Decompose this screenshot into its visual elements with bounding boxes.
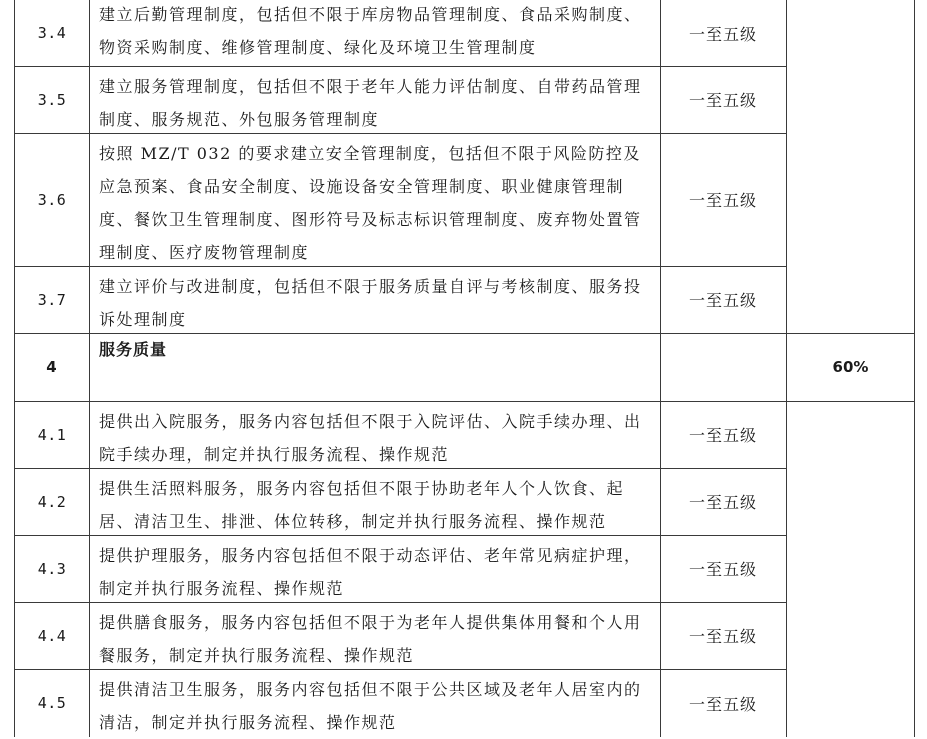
- item-number: 4.5: [37, 694, 67, 712]
- grid-line: [14, 535, 786, 536]
- grid-line: [14, 602, 786, 603]
- item-level: 一至五级: [688, 694, 757, 714]
- section-number: 4: [46, 358, 58, 376]
- table-row: [0, 133, 927, 266]
- item-level: 一至五级: [688, 91, 757, 110]
- grid-line: [14, 669, 786, 670]
- item-number: 3.6: [37, 190, 67, 209]
- grid-line: [89, 0, 90, 737]
- item-description: 提供出入院服务，服务内容包括但不限于入院评估、入院手续办理、出院手续办理，制定并执行服务流程、操作规范: [99, 412, 642, 464]
- item-description: 提供护理服务，服务内容包括但不限于动态评估、老年常见病症护理，制定并执行服务流程、操作规范: [99, 546, 642, 598]
- table-row: [0, 266, 927, 333]
- merged-cell-mask: [661, 334, 786, 401]
- grid-line: [14, 133, 786, 134]
- table-row: [0, 468, 927, 535]
- grid-line: [14, 401, 915, 402]
- section-row: [0, 333, 927, 401]
- item-description: 提供膳食服务，服务内容包括但不限于为老年人提供集体用餐和个人用餐服务，制定并执行服务流程、操作规范: [99, 613, 642, 665]
- section-weight: 60%: [832, 358, 869, 376]
- item-number: 4.4: [37, 626, 67, 645]
- item-description: 提供生活照料服务，服务内容包括但不限于协助老年人个人饮食、起居、清洁卫生、排泄、体位转移，制定并执行服务流程、操作规范: [99, 479, 625, 531]
- item-description: 建立服务管理制度，包括但不限于老年人能力评估制度、自带药品管理制度、服务规范、外包服务管理制度: [99, 77, 642, 129]
- item-number: 3.4: [37, 24, 67, 42]
- table-row: [0, 669, 927, 737]
- item-number: 4.1: [37, 425, 67, 444]
- grid-line: [14, 266, 786, 267]
- item-description: 建立后勤管理制度，包括但不限于库房物品管理制度、食品采购制度、物资采购制度、维修管理制度、绿化及环境卫生管理制度: [99, 5, 642, 57]
- grid-line: [786, 0, 787, 737]
- table-row: [0, 401, 927, 468]
- grid-line: [914, 0, 915, 737]
- grid-line: [14, 66, 786, 67]
- item-level: 一至五级: [688, 493, 757, 512]
- grid-line: [14, 0, 15, 737]
- item-level: 一至五级: [688, 627, 757, 646]
- item-level: 一至五级: [688, 291, 757, 310]
- item-number: 3.7: [37, 290, 67, 309]
- section-title: 服务质量: [99, 340, 168, 359]
- item-level: 一至五级: [688, 426, 757, 445]
- table-row: [0, 66, 927, 133]
- item-description: 提供清洁卫生服务，服务内容包括但不限于公共区域及老年人居室内的清洁，制定并执行服务流程、操作规范: [99, 680, 642, 732]
- item-level: 一至五级: [688, 191, 757, 210]
- grid-line: [14, 468, 786, 469]
- item-number: 4.2: [37, 492, 67, 511]
- item-number: 3.5: [37, 90, 67, 109]
- item-level: 一至五级: [688, 24, 757, 44]
- table-row: [0, 0, 927, 66]
- item-description: 按照 MZ/T 032 的要求建立安全管理制度，包括但不限于风险防控及应急预案、食品安全制度、设施设备安全管理制度、职业健康管理制度、餐饮卫生管理制度、图形符号及标志标识管理制度、废弃物处置管理制度、医疗废物管理制度: [99, 144, 642, 262]
- item-number: 4.3: [37, 559, 67, 578]
- item-description: 建立评价与改进制度，包括但不限于服务质量自评与考核制度、服务投诉处理制度: [99, 277, 642, 329]
- table-row: [0, 602, 927, 669]
- item-level: 一至五级: [688, 560, 757, 579]
- table-row: [0, 535, 927, 602]
